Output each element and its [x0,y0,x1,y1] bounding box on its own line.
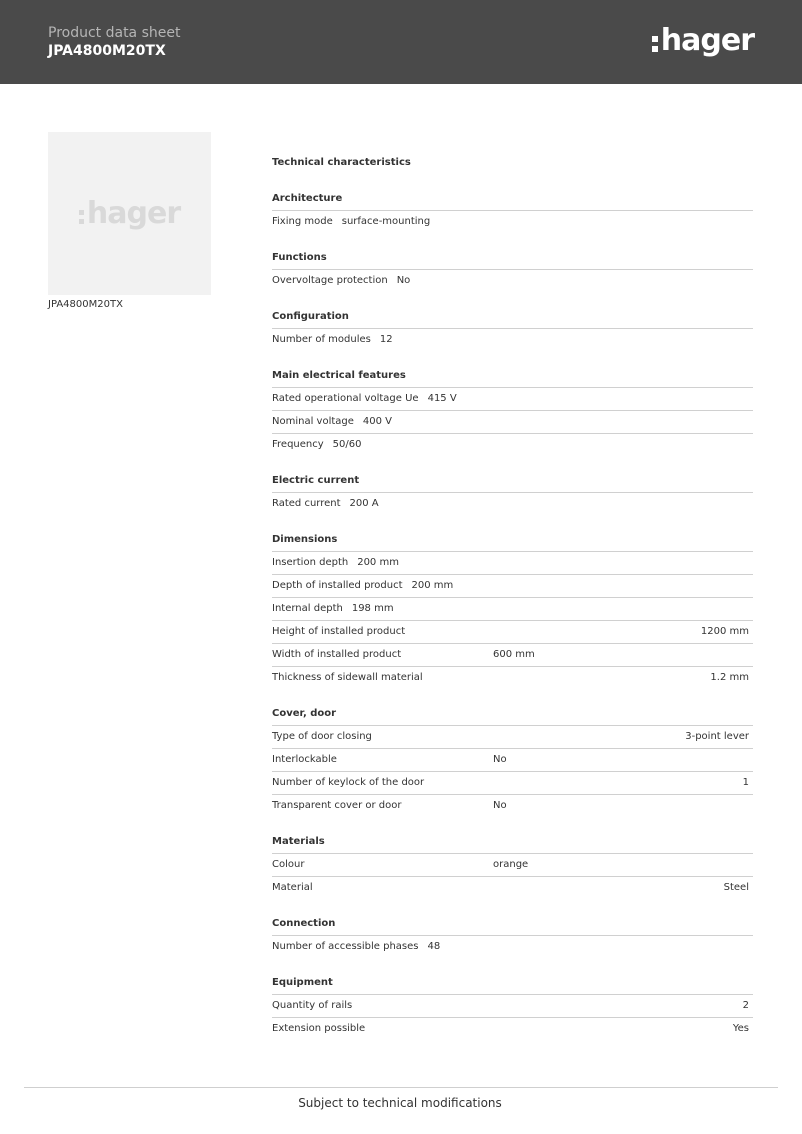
spec-name: Internal depth [272,603,343,614]
spec-value: 12 [379,334,393,345]
spec-value: 1 [742,777,749,788]
spec-row [272,493,753,516]
spec-value: 600 mm [493,649,535,660]
section-electric-current [272,457,753,516]
spec-name: Fixing mode [272,216,333,227]
spec-name: Frequency [272,439,324,450]
section-main-electrical-features [272,352,753,457]
spec-name: Colour [272,859,305,870]
spec-value: 50/60 [332,439,362,450]
spec-row [272,749,753,772]
section-header: Functions [272,234,753,270]
spec-name: Height of installed product [272,626,406,637]
spec-row [272,575,753,598]
section-materials [272,818,753,900]
section-header: Dimensions [272,516,753,552]
spec-row [272,936,753,959]
spec-row [272,434,753,457]
spec-value: 400 V [362,416,393,427]
section-configuration [272,293,753,352]
spec-row [272,1018,753,1041]
spec-value: orange [493,859,529,870]
hager-logo [652,22,754,60]
section-header: Configuration [272,293,753,329]
spec-row [272,772,753,795]
footer-note: Subject to technical modifications [298,1096,502,1110]
logo-wordmark: hager [660,23,754,58]
spec-name: Interlockable [272,754,337,765]
section-header: Materials [272,818,753,854]
spec-row [272,329,753,352]
spec-value: 1200 mm [700,626,749,637]
product-code-title: JPA4800M20TX [48,43,166,59]
spec-row [272,644,753,667]
spec-name: Material [272,882,313,893]
spec-value: Steel [723,882,749,893]
spec-value: 200 mm [411,580,454,591]
spec-name: Extension possible [272,1023,366,1034]
spec-value: No [396,275,411,286]
page-header [0,0,802,84]
product-image-placeholder [48,132,211,295]
spec-name: Insertion depth [272,557,349,568]
footer-divider [24,1087,778,1088]
spec-value: 1.2 mm [710,672,749,683]
section-dimensions [272,516,753,690]
section-cover-door [272,690,753,818]
placeholder-logo [79,196,180,231]
spec-row [272,411,753,434]
spec-name: Transparent cover or door [272,800,402,811]
spec-name: Overvoltage protection [272,275,388,286]
spec-row [272,552,753,575]
spec-row [272,795,753,818]
spec-value: surface-mounting [341,216,431,227]
section-header: Main electrical features [272,352,753,388]
spec-name: Number of modules [272,334,371,345]
spec-row [272,726,753,749]
spec-row [272,270,753,293]
spec-row [272,621,753,644]
spec-row [272,854,753,877]
spec-name: Depth of installed product [272,580,403,591]
spec-value: 2 [742,1000,749,1011]
placeholder-logo-dots-icon [79,208,84,226]
section-connection [272,900,753,959]
spec-value: 415 V [427,393,457,404]
spec-value: 200 mm [357,557,399,568]
spec-name: Quantity of rails [272,1000,353,1011]
spec-name: Number of keylock of the door [272,777,425,788]
spec-value: 3-point lever [685,731,749,742]
section-header: Electric current [272,457,753,493]
spec-name: Type of door closing [272,731,372,742]
spec-value: Yes [732,1023,749,1034]
section-header: Connection [272,900,753,936]
spec-name: Number of accessible phases [272,941,419,952]
spec-value: 200 A [349,498,379,509]
section-header: Equipment [272,959,753,995]
spec-row [272,388,753,411]
spec-row [272,211,753,234]
spec-value: 198 mm [351,603,394,614]
spec-value: 48 [427,941,441,952]
section-architecture [272,175,753,234]
logo-dots-icon [652,34,658,54]
spec-row [272,995,753,1018]
section-header: Architecture [272,175,753,211]
placeholder-logo-wordmark: hager [86,196,181,231]
spec-name: Nominal voltage [272,416,354,427]
spec-name: Rated current [272,498,341,509]
spec-name: Width of installed product [272,649,402,660]
section-functions [272,234,753,293]
product-image-caption: JPA4800M20TX [48,299,123,310]
section-equipment [272,959,753,1041]
spec-name: Thickness of sidewall material [272,672,423,683]
technical-characteristics [272,150,753,1041]
document-type: Product data sheet [48,25,181,41]
spec-value: No [493,800,507,811]
spec-row [272,667,753,690]
spec-row [272,877,753,900]
specs-title: Technical characteristics [272,157,411,168]
spec-row [272,598,753,621]
section-header: Cover, door [272,690,753,726]
spec-value: No [493,754,507,765]
spec-name: Rated operational voltage Ue [272,393,419,404]
